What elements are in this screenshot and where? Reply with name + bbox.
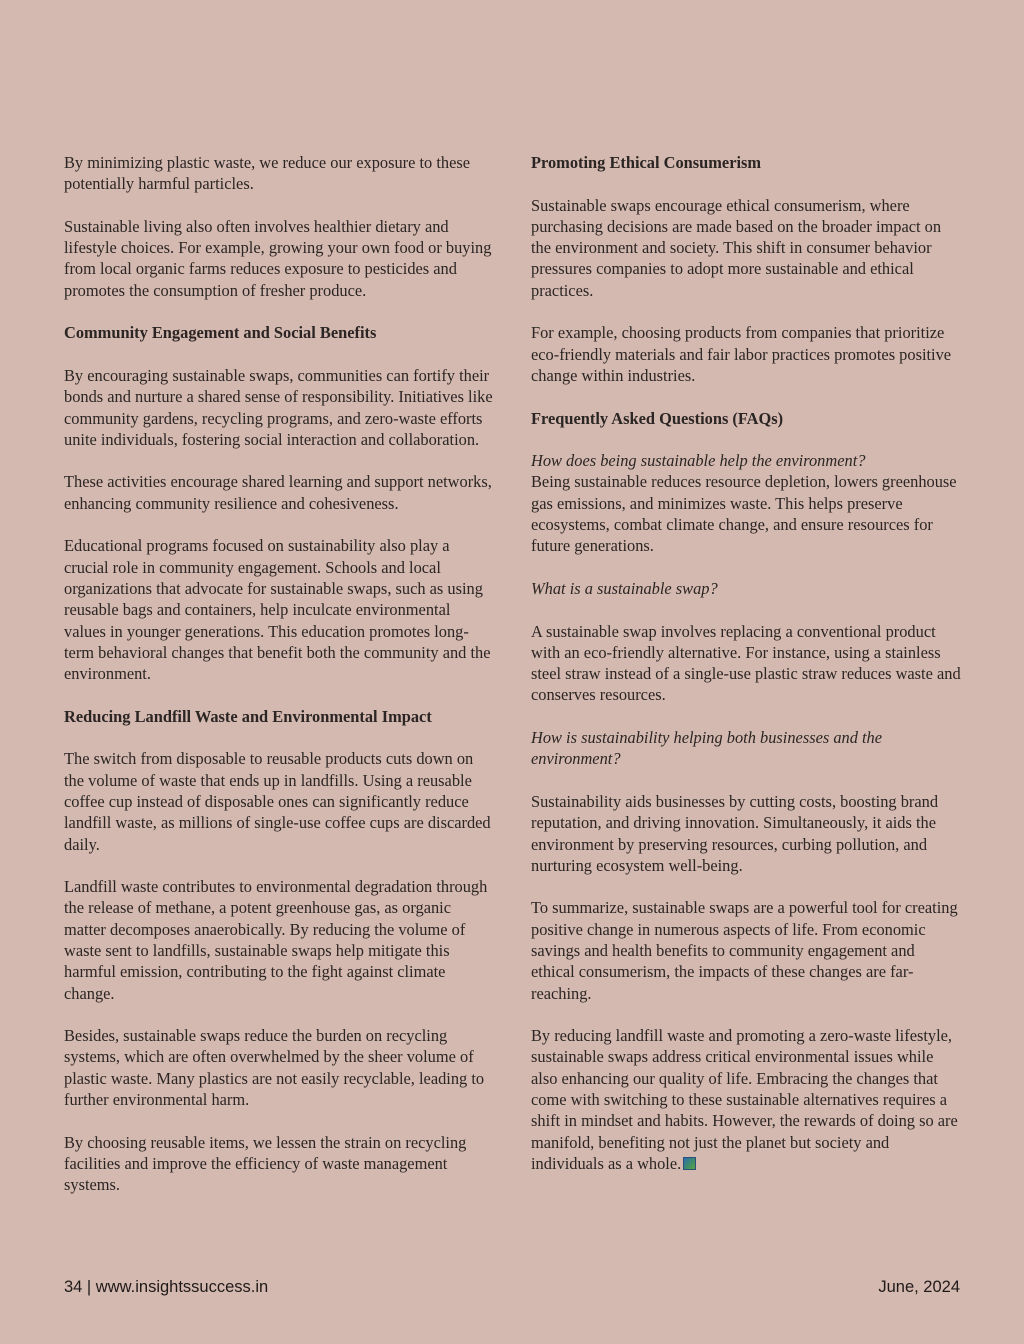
closing-paragraph-text: By reducing landfill waste and promoting a zero-waste lifestyle, sustainable swaps address critical environmental issues while also enhancing our quality of life. Embracing the changes that come with switching to these sustainable alternatives requires a shift in mindset and habits. However, the rewards of doing so are manifold, benefiting not just the planet but society and individuals as a whole. bbox=[531, 1026, 958, 1173]
section-heading: Frequently Asked Questions (FAQs) bbox=[531, 408, 784, 428]
left-column bbox=[64, 152, 494, 1217]
faq-answer: Sustainability aids businesses by cutting costs, boosting brand reputation, and driving innovation. Simultaneously, it aids the environment by preserving resources, curbing pollution, and nurturing ecosystem well-being. bbox=[531, 791, 939, 875]
paragraph: The switch from disposable to reusable products cuts down on the volume of waste that ends up in landfills. Using a reusable coffee cup instead of disposable ones can significantly reduce landfill waste, as millions of single-use coffee cups are discarded daily. bbox=[64, 749, 491, 854]
right-column bbox=[531, 152, 961, 1196]
end-mark-icon bbox=[683, 1157, 696, 1170]
paragraph: By choosing reusable items, we lessen the strain on recycling facilities and improve the efficiency of waste management systems. bbox=[64, 1132, 467, 1195]
paragraph: Landfill waste contributes to environmental degradation through the release of methane, a potent greenhouse gas, as organic matter decomposes anaerobically. By reducing the volume of waste sent to landfills, sustainable swaps help mitigate this harmful emission, contributing to the fight against climate change. bbox=[64, 877, 488, 1003]
faq-answer: Being sustainable reduces resource depletion, lowers greenhouse gas emissions, and minimizes waste. This helps preserve ecosystems, combat climate change, and ensure resources for future generations. bbox=[531, 472, 957, 556]
paragraph: Educational programs focused on sustainability also play a crucial role in community engagement. Schools and local organizations that advocate for sustainable swaps, such as using reusable bags and containers, help inculcate environmental values in younger generations. This education promotes long-term behavioral changes that benefit both the community and the environment. bbox=[64, 536, 491, 684]
section-heading: Reducing Landfill Waste and Environmental Impact bbox=[64, 706, 432, 726]
footer-date: June, 2024 bbox=[878, 1278, 960, 1296]
paragraph: For example, choosing products from companies that prioritize eco-friendly materials and fair labor practices promotes positive change within industries. bbox=[531, 323, 952, 385]
footer-page-and-site: 34 | www.insightssuccess.in bbox=[64, 1278, 269, 1296]
paragraph: Sustainable swaps encourage ethical consumerism, where purchasing decisions are made based on the broader impact on the environment and society. This shift in consumer behavior pressures companies to adopt more sustainable and ethical practices. bbox=[531, 195, 942, 300]
paragraph: Besides, sustainable swaps reduce the burden on recycling systems, which are often overwhelmed by the sheer volume of plastic waste. Many plastics are not easily recyclable, leading to further environmental harm. bbox=[64, 1026, 485, 1110]
section-heading: Promoting Ethical Consumerism bbox=[531, 153, 762, 172]
paragraph: These activities encourage shared learning and support networks, enhancing community resilience and cohesiveness. bbox=[64, 472, 492, 513]
paragraph: By encouraging sustainable swaps, communities can fortify their bonds and nurture a shared sense of responsibility. Initiatives like community gardens, recycling programs, and zero-waste efforts unite individuals, fostering social interaction and collaboration. bbox=[64, 365, 493, 449]
section-heading: Community Engagement and Social Benefits bbox=[64, 323, 377, 343]
faq-question: How does being sustainable help the environment? bbox=[531, 451, 866, 471]
paragraph: By minimizing plastic waste, we reduce our exposure to these potentially harmful particles. bbox=[64, 153, 471, 194]
paragraph: To summarize, sustainable swaps are a powerful tool for creating positive change in numerous aspects of life. From economic savings and health benefits to community engagement and ethical consumerism, the impacts of these changes are far-reaching. bbox=[531, 898, 958, 1003]
faq-question: How is sustainability helping both businesses and the environment? bbox=[531, 728, 883, 769]
closing-paragraph bbox=[531, 1025, 961, 1174]
faq-answer: A sustainable swap involves replacing a conventional product with an eco-friendly alternative. For instance, using a stainless steel straw instead of a single-use plastic straw reduces waste and conserves resources. bbox=[531, 621, 961, 705]
faq-question: What is a sustainable swap? bbox=[531, 578, 718, 598]
paragraph: Sustainable living also often involves healthier dietary and lifestyle choices. For example, growing your own food or buying from local organic farms reduces exposure to pesticides and promotes the consumption of fresher produce. bbox=[64, 216, 492, 300]
